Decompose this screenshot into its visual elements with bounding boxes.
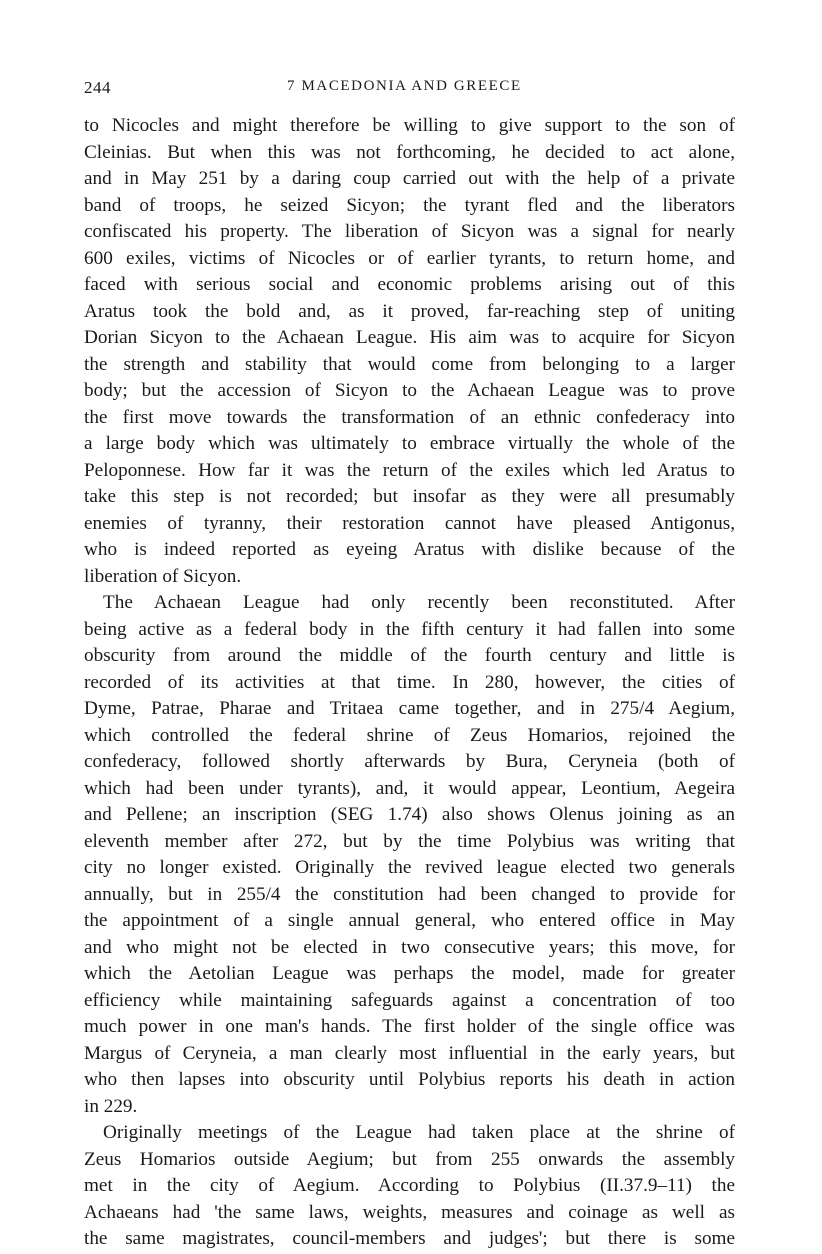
text-line: confederacy, followed shortly afterwards by Bura, Ceryneia (both of [84, 751, 735, 772]
text-line: efficiency while maintaining safeguards against a concentration of too [84, 989, 735, 1011]
text-line: the first move towards the transformation of an ethnic confederacy into [84, 406, 735, 428]
text-line: 600 exiles, victims of Nicocles or of earlier tyrants, to return home, and [84, 247, 735, 269]
running-head [84, 78, 735, 102]
text-line: annually, but in 255/4 the constitution had been changed to provide for [84, 883, 735, 905]
text-line: which controlled the federal shrine of Zeus Homarios, rejoined the [84, 724, 735, 746]
text-line: which had been under tyrants), and, it would appear, Leontium, Aegeira [84, 777, 735, 799]
page-number: 244 [84, 78, 111, 97]
paragraph [84, 113, 735, 590]
text-line: to Nicocles and might therefore be willing to give support to the son of [84, 115, 735, 136]
text-line: city no longer existed. Originally the revived league elected two generals [84, 857, 735, 878]
text-line: faced with serious social and economic problems arising out of this [84, 274, 735, 295]
text-line: who then lapses into obscurity until Polybius reports his death in action [84, 1069, 735, 1090]
text-line: Peloponnese. How far it was the return of the exiles which led Aratus to [84, 459, 735, 481]
body-text [84, 113, 735, 1253]
text-line: Aratus took the bold and, as it proved, far-reaching step of uniting [84, 300, 735, 322]
text-line: Dorian Sicyon to the Achaean League. His aim was to acquire for Sicyon [84, 327, 735, 348]
text-line: The Achaean League had only recently been reconstituted. After [103, 592, 735, 613]
text-line: obscurity from around the middle of the fourth century and little is [84, 645, 735, 666]
text-line: the strength and stability that would come from belonging to a larger [84, 353, 735, 375]
text-line: the same magistrates, council-members and judges'; but there is some [84, 1228, 735, 1249]
text-line: enemies of tyranny, their restoration cannot have pleased Antigonus, [84, 512, 735, 534]
text-line: body; but the accession of Sicyon to the Achaean League was to prove [84, 380, 735, 401]
text-line: which the Aetolian League was perhaps the model, made for greater [84, 963, 735, 984]
text-line: the appointment of a single annual general, who entered office in May [84, 910, 735, 931]
text-line: eleventh member after 272, but by the time Polybius was writing that [84, 830, 735, 852]
text-line: recorded of its activities at that time. In 280, however, the cities of [84, 671, 735, 693]
text-line: a large body which was ultimately to embrace virtually the whole of the [84, 433, 735, 454]
text-line: Margus of Ceryneia, a man clearly most influential in the early years, but [84, 1042, 735, 1064]
text-line: Achaeans had 'the same laws, weights, measures and coinage as well as [84, 1201, 735, 1223]
text-line: Cleinias. But when this was not forthcoming, he decided to act alone, [84, 141, 735, 163]
text-line: who is indeed reported as eyeing Aratus with dislike because of the [84, 539, 735, 560]
text-line: take this step is not recorded; but insofar as they were all presumably [84, 486, 735, 507]
text-line: Dyme, Patrae, Pharae and Tritaea came together, and in 275/4 Aegium, [84, 698, 735, 719]
text-line: and who might not be elected in two consecutive years; this move, for [84, 936, 735, 958]
text-line: being active as a federal body in the fifth century it had fallen into some [84, 618, 735, 640]
paragraph [84, 1120, 735, 1253]
text-line: confiscated his property. The liberation of Sicyon was a signal for nearly [84, 221, 735, 242]
text-line: liberation of Sicyon. [84, 565, 242, 587]
text-line: Originally meetings of the League had taken place at the shrine of [103, 1122, 735, 1143]
text-line: Zeus Homarios outside Aegium; but from 255 onwards the assembly [84, 1148, 735, 1170]
text-line: in 229. [84, 1095, 138, 1117]
paragraph [84, 590, 735, 1120]
text-line: met in the city of Aegium. According to Polybius (II.37.9–11) the [84, 1175, 735, 1196]
text-line: and in May 251 by a daring coup carried out with the help of a private [84, 168, 735, 189]
text-line: band of troops, he seized Sicyon; the tyrant fled and the liberators [84, 194, 735, 216]
chapter-title: 7 MACEDONIA AND GREECE [287, 78, 522, 94]
book-page [84, 78, 735, 1253]
text-line: much power in one man's hands. The first holder of the single office was [84, 1016, 735, 1037]
text-line: and Pellene; an inscription (SEG 1.74) also shows Olenus joining as an [84, 804, 735, 825]
